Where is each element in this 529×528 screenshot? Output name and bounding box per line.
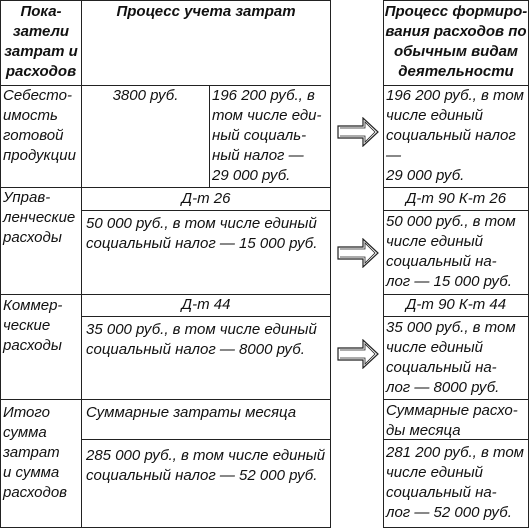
result1-value: 196 200 руб., в том числе единый социальный налог — 29 000 руб. bbox=[386, 87, 524, 184]
header-cost-process: Процесс учета затрат bbox=[116, 3, 296, 20]
row1-value-b: 196 200 руб., в том числе еди- ный социаль- ный налог — 29 000 руб. bbox=[212, 87, 322, 184]
row2-detail: 50 000 руб., в том числе единый социальный налог — 15 000 руб. bbox=[86, 215, 318, 252]
row3-detail: 35 000 руб., в том числе единый социальный налог — 8000 руб. bbox=[86, 321, 317, 358]
right-arrow-icon bbox=[337, 238, 379, 268]
row4-label: Итого сумма затрат и сумма расходов bbox=[3, 404, 67, 501]
result3-value: 35 000 руб., в том числе единый социальный на- лог — 8000 руб. bbox=[386, 319, 516, 396]
row1-label: Себесто- имость готовой продукции bbox=[3, 87, 76, 164]
result4-account: Суммарные расхо- ды месяца bbox=[386, 402, 518, 439]
result2-account: Д-т 90 К-т 26 bbox=[405, 190, 507, 207]
row3-account: Д-т 44 bbox=[181, 296, 231, 313]
row1-value-a: 3800 руб. bbox=[112, 87, 179, 104]
row4-account: Суммарные затраты месяца bbox=[86, 404, 297, 421]
result3-account: Д-т 90 К-т 44 bbox=[405, 296, 507, 313]
header-expense-process: Процесс формиро- вания расходов по обычным видам деятельности bbox=[384, 3, 528, 80]
right-arrow-icon bbox=[337, 117, 379, 147]
row2-account: Д-т 26 bbox=[181, 190, 231, 207]
header-indicators: Пока- затели затрат и расходов bbox=[4, 3, 78, 80]
row4-detail: 285 000 руб., в том числе единый социальный налог — 52 000 руб. bbox=[86, 447, 326, 484]
result4-value: 281 200 руб., в том числе единый социальный на- лог — 52 000 руб. bbox=[386, 444, 524, 521]
right-arrow-icon bbox=[337, 339, 379, 369]
row2-label: Управ- ленческие расходы bbox=[3, 189, 76, 246]
row3-label: Коммер- ческие расходы bbox=[3, 297, 63, 354]
result2-value: 50 000 руб., в том числе единый социальный на- лог — 15 000 руб. bbox=[386, 213, 516, 290]
